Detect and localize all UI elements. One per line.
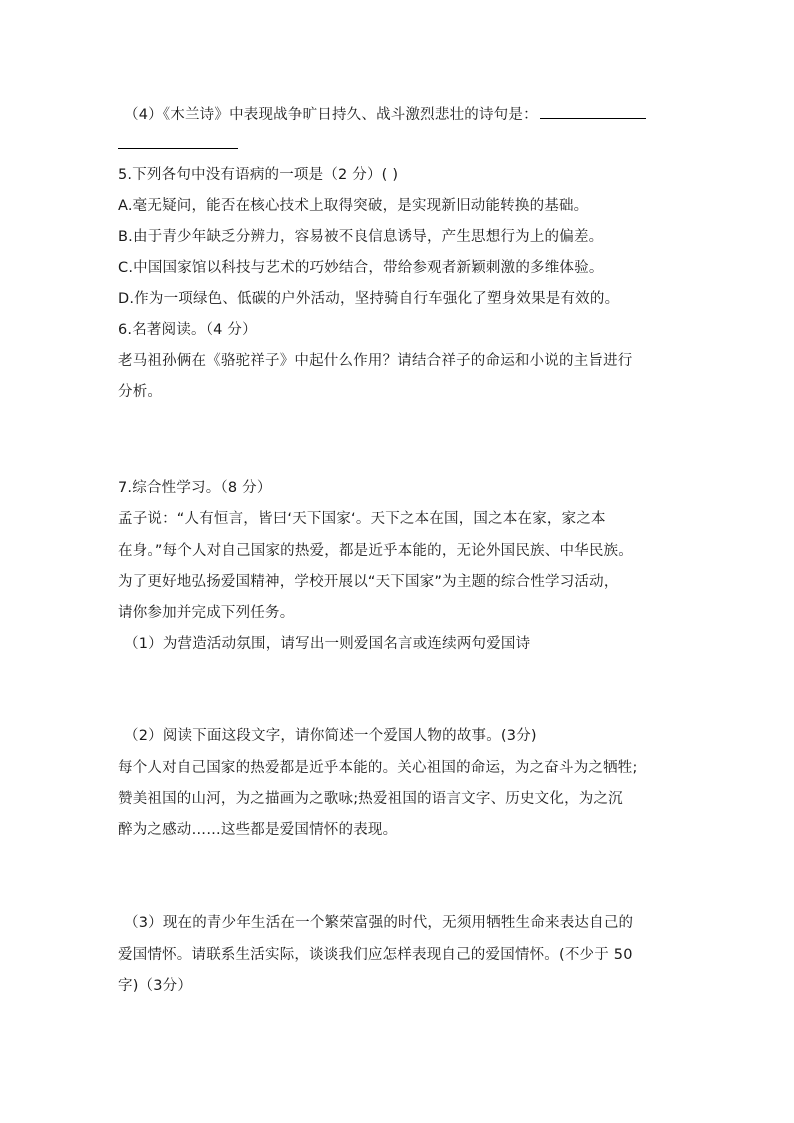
answer-blank-continued[interactable]	[118, 148, 238, 149]
q5-option-d: D.作为一项绿色、低碳的户外活动，坚持骑自行车强化了塑身效果是有效的。	[118, 291, 620, 307]
q7-intro-line: 孟子说：“人有恒言，皆曰‘天下国家‘。天下之本在国，国之本在家，家之本	[118, 511, 606, 527]
q7-intro-line: 请你参加并完成下列任务。	[118, 605, 295, 621]
q4-4-prompt: （4）《木兰诗》中表现战争旷日持久、战斗激烈悲壮的诗句是：	[124, 107, 538, 123]
q7-sub2-text-line: 赞美祖国的山河，为之描画为之歌咏;热爱祖国的语言文字、历史文化，为之沉	[118, 791, 623, 807]
q7-sub3-line: （3）现在的青少年生活在一个繁荣富强的时代，无须用牺牲生命来表达自己的	[124, 915, 634, 931]
q6-text-line: 分析。	[118, 384, 163, 400]
q6-text-line: 老马祖孙俩在《骆驼祥子》中起什么作用？请结合祥子的命运和小说的主旨进行	[118, 353, 633, 369]
q4-4-line	[124, 104, 646, 125]
q7-intro-line: 在身。”每个人对自己国家的热爱，都是近乎本能的，无论外国民族、中华民族。	[118, 543, 633, 559]
q5-option-b: B.由于青少年缺乏分辨力，容易被不良信息诱导，产生思想行为上的偏差。	[118, 229, 604, 245]
answer-blank[interactable]	[540, 104, 646, 119]
q5-option-a: A.毫无疑问，能否在核心技术上取得突破，是实现新旧动能转换的基础。	[118, 198, 589, 214]
q7-sub2-text-line: 醉为之感动……这些都是爱国情怀的表现。	[118, 822, 398, 838]
q5-stem: 5.下列各句中没有语病的一项是（2 分）( )	[118, 167, 399, 183]
q7-sub2-text-line: 每个人对自己国家的热爱都是近乎本能的。关心祖国的命运，为之奋斗为之牺牲;	[118, 760, 638, 776]
q5-option-c: C.中国国家馆以科技与艺术的巧妙结合，带给参观者新颖刺激的多维体验。	[118, 260, 604, 276]
q7-sub1: （1）为营造活动氛围，请写出一则爱国名言或连续两句爱国诗	[124, 636, 531, 652]
q7-stem: 7.综合性学习。（8 分）	[118, 480, 272, 496]
q6-stem: 6.名著阅读。（4 分）	[118, 322, 257, 338]
q7-intro-line: 为了更好地弘扬爱国精神，学校开展以“天下国家”为主题的综合性学习活动，	[118, 574, 619, 590]
q7-sub3-line: 爱国情怀。请联系生活实际，谈谈我们应怎样表现自己的爱国情怀。(不少于 50	[118, 947, 633, 963]
q7-sub3-line: 字)（3分）	[118, 978, 193, 994]
q7-sub2: （2）阅读下面这段文字，请你简述一个爱国人物的故事。(3分)	[124, 728, 537, 744]
